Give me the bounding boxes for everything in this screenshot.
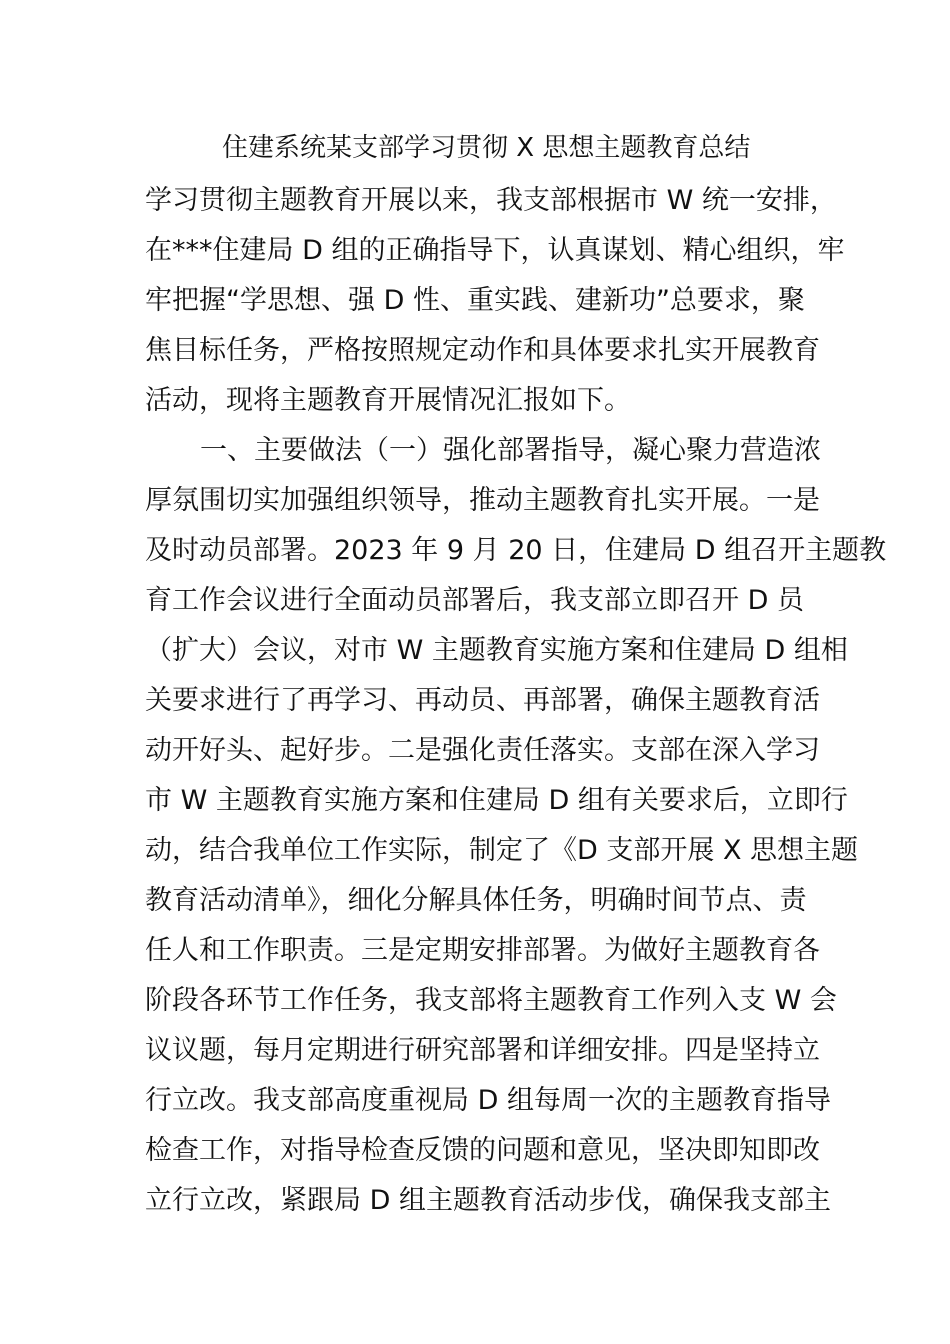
text-line: 动，结合我单位工作实际，制定了《D 支部开展 X 思想主题 [145, 835, 859, 866]
document-title: 住建系统某支部学习贯彻 X 思想主题教育总结 [222, 133, 751, 163]
text-line: 立行立改，紧跟局 D 组主题教育活动步伐，确保我支部主 [145, 1185, 831, 1216]
text-line: 关要求进行了再学习、再动员、再部署，确保主题教育活 [145, 685, 820, 716]
text-line: 动开好头、起好步。二是强化责任落实。支部在深入学习 [145, 735, 820, 766]
text-line: 一、主要做法（一）强化部署指导，凝心聚力营造浓 [200, 435, 821, 466]
text-line: 学习贯彻主题教育开展以来，我支部根据市 W 统一安排， [145, 185, 837, 216]
text-line: 议议题，每月定期进行研究部署和详细安排。四是坚持立 [145, 1035, 820, 1066]
text-line: 任人和工作职责。三是定期安排部署。为做好主题教育各 [145, 935, 820, 966]
text-line: 教育活动清单》，细化分解具体任务，明确时间节点、责 [145, 885, 807, 916]
text-line: 牢把握“学思想、强 D 性、重实践、建新功”总要求，聚 [145, 285, 805, 316]
text-line: （扩大）会议，对市 W 主题教育实施方案和住建局 D 组相 [145, 635, 848, 666]
text-line: 阶段各环节工作任务，我支部将主题教育工作列入支 W 会 [145, 985, 837, 1016]
document-body [145, 176, 887, 1226]
text-line: 厚氛围切实加强组织领导，推动主题教育扎实开展。一是 [145, 485, 820, 516]
text-line: 活动，现将主题教育开展情况汇报如下。 [145, 385, 631, 416]
text-line: 在***住建局 D 组的正确指导下，认真谋划、精心组织，牢 [145, 235, 845, 266]
text-line: 育工作会议进行全面动员部署后，我支部立即召开 D 员 [145, 585, 804, 616]
text-line: 检查工作，对指导检查反馈的问题和意见，坚决即知即改 [145, 1135, 820, 1166]
text-line: 行立改。我支部高度重视局 D 组每周一次的主题教育指导 [145, 1085, 831, 1116]
text-line: 市 W 主题教育实施方案和住建局 D 组有关要求后，立即行 [145, 785, 848, 816]
text-line: 及时动员部署。2023 年 9 月 20 日，住建局 D 组召开主题教 [145, 535, 887, 566]
text-line: 焦目标任务，严格按照规定动作和具体要求扎实开展教育 [145, 335, 820, 366]
